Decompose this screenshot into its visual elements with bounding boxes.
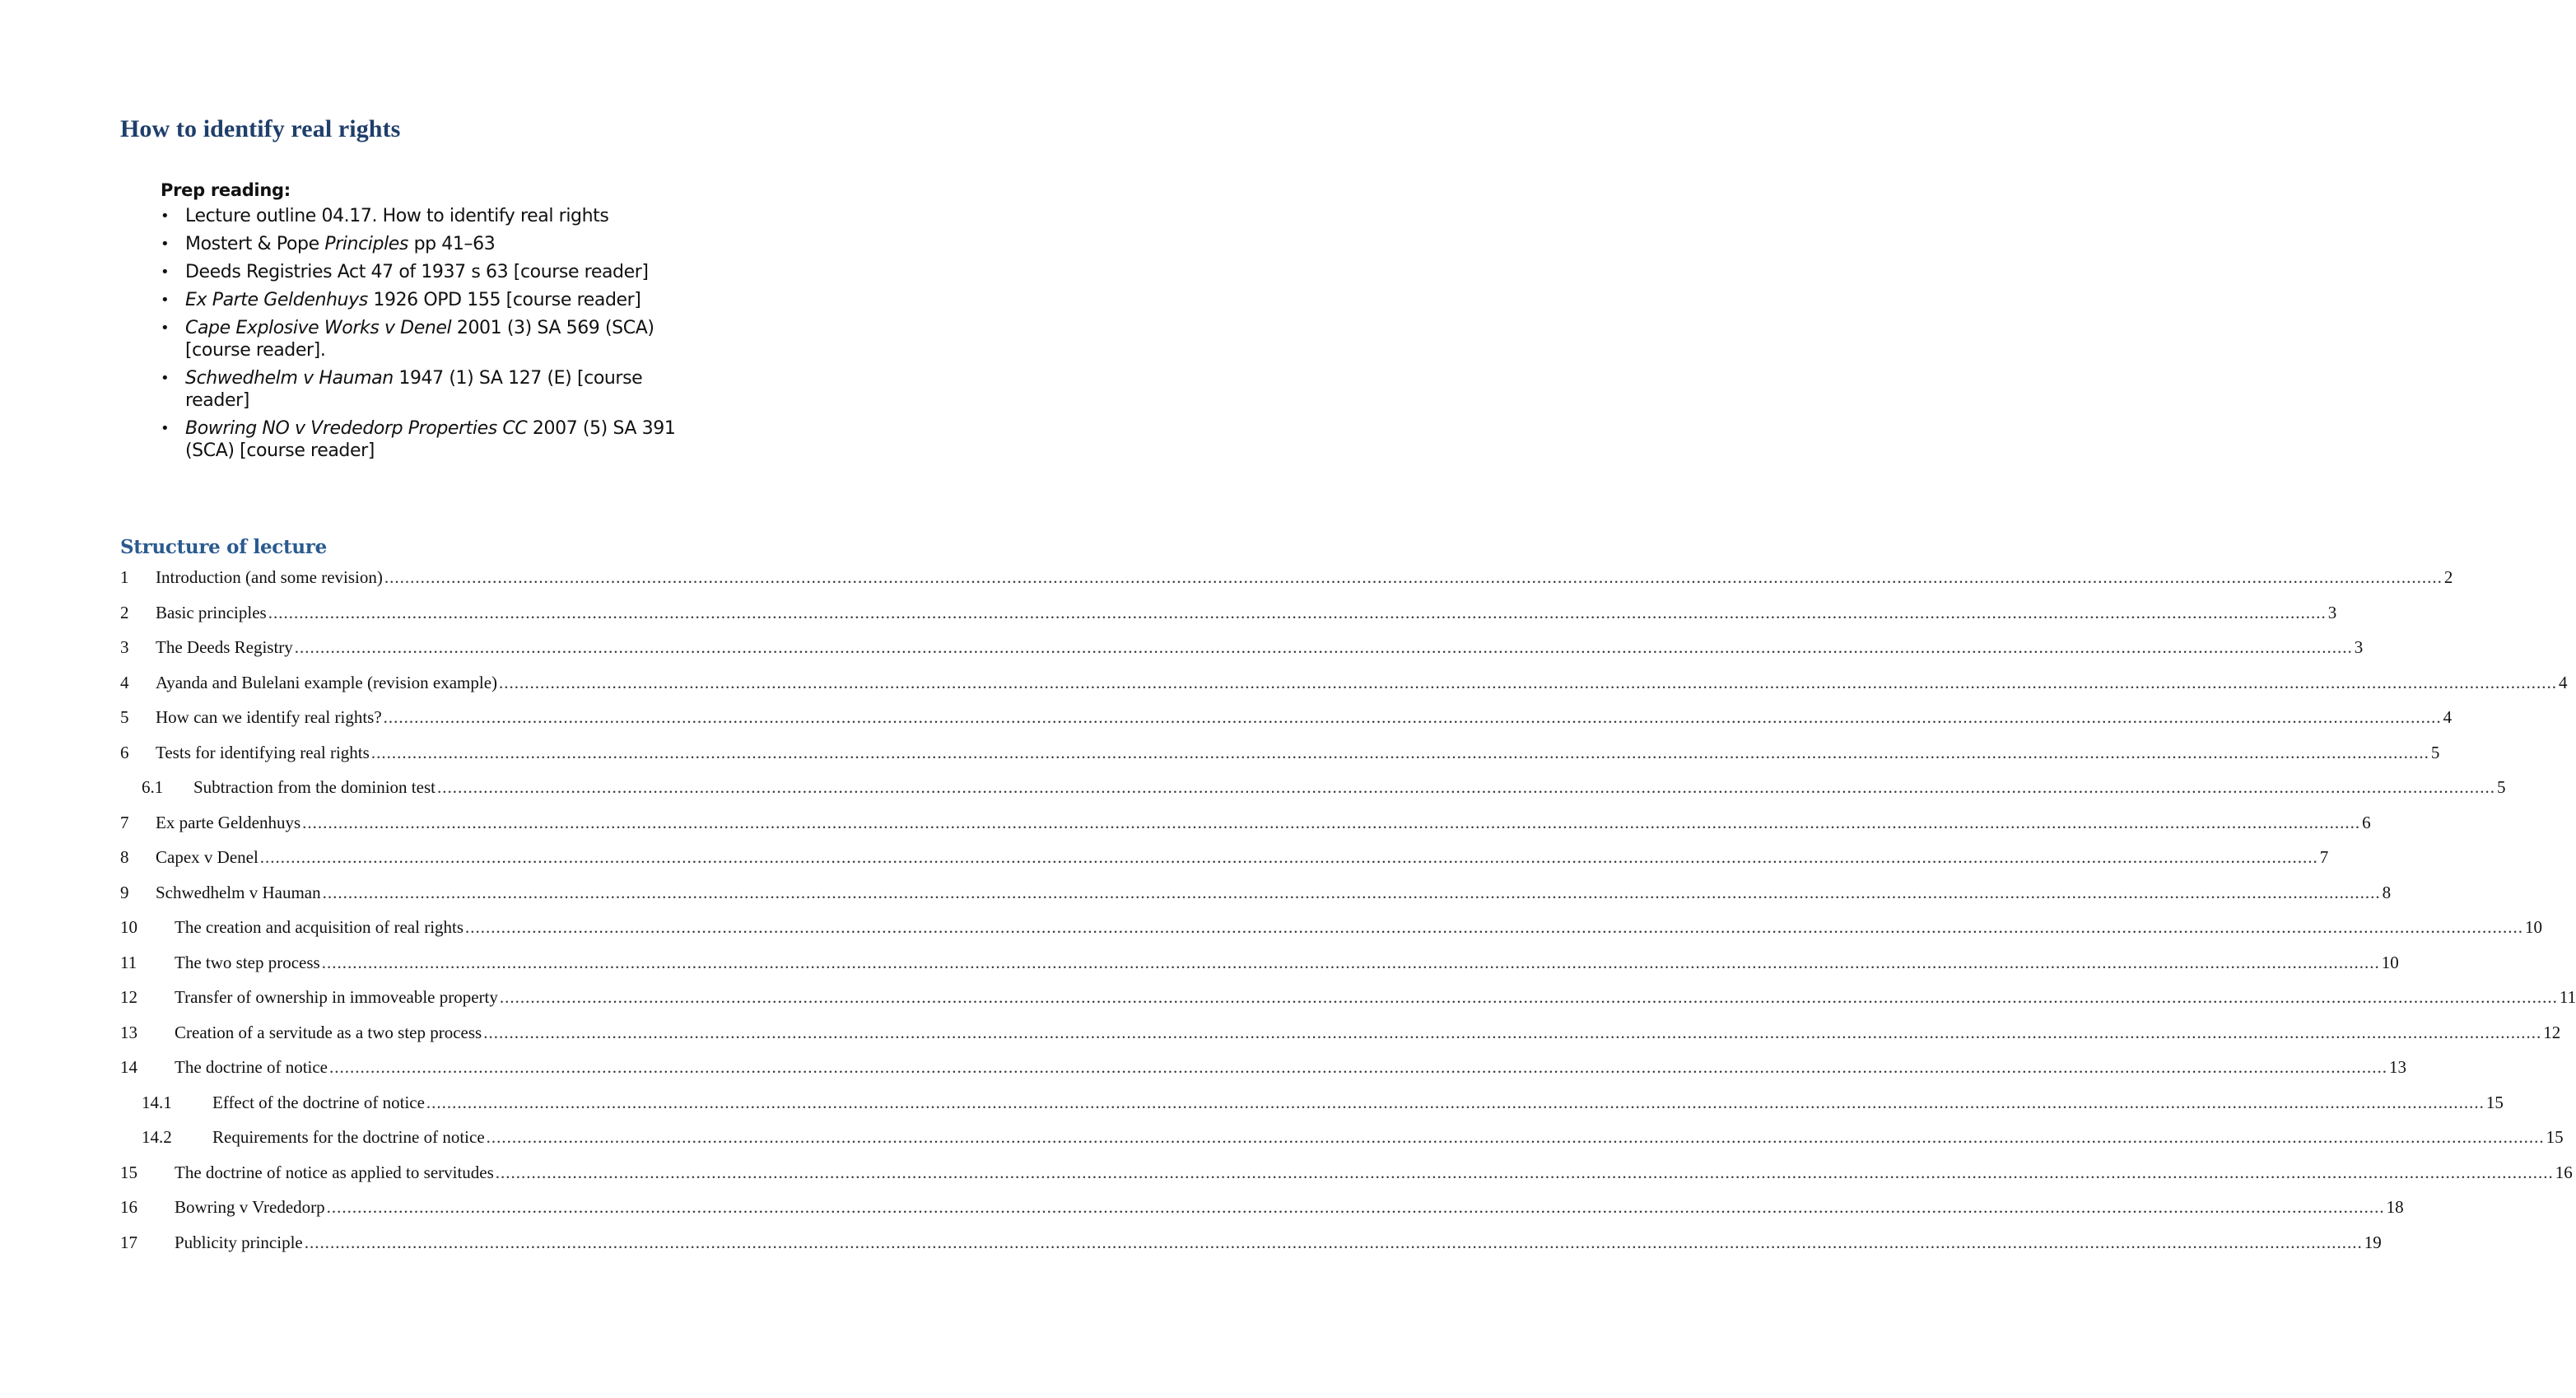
toc-entry[interactable] bbox=[120, 668, 2568, 703]
toc-dot-leader: ................................................................................................................................................................................................................................................................................................................................................................................................................ bbox=[321, 952, 2380, 972]
toc-entry-page: 16 bbox=[2555, 1162, 2573, 1182]
toc-dot-leader: ................................................................................................................................................................................................................................................................................................................................................................................................................ bbox=[370, 742, 2429, 762]
toc-entry-number: 13 bbox=[120, 1022, 137, 1042]
prep-reading-text: 2001 (3) SA 569 (SCA) bbox=[451, 318, 654, 338]
prep-reading-box bbox=[161, 180, 737, 468]
toc-entry[interactable] bbox=[120, 1192, 2404, 1228]
prep-reading-text: Lecture outline 04.17. How to identify real rights bbox=[185, 206, 609, 226]
toc-entry-number: 11 bbox=[120, 952, 137, 972]
toc-entry-label: Effect of the doctrine of notice bbox=[212, 1092, 425, 1112]
toc-entry-number: 9 bbox=[120, 882, 129, 902]
toc-entry-number: 12 bbox=[120, 987, 137, 1007]
prep-reading-item bbox=[161, 289, 737, 311]
toc-entry-number: 5 bbox=[120, 707, 129, 727]
toc-entry-page: 10 bbox=[2525, 917, 2543, 937]
toc-entry-page: 13 bbox=[2389, 1057, 2407, 1077]
prep-reading-text-continued: (SCA) [course reader] bbox=[185, 440, 375, 461]
toc-entry-label: Publicity principle bbox=[175, 1232, 303, 1252]
toc-entry-page: 4 bbox=[2443, 707, 2453, 727]
toc-dot-leader: ................................................................................................................................................................................................................................................................................................................................................................................................................ bbox=[383, 707, 2442, 727]
toc-entry-label: Introduction (and some revision) bbox=[156, 567, 383, 587]
toc-entry-label: Requirements for the doctrine of notice bbox=[212, 1127, 485, 1147]
toc-entry-page: 7 bbox=[2319, 847, 2329, 867]
toc-entry-page: 4 bbox=[2559, 672, 2568, 692]
toc-dot-leader: ................................................................................................................................................................................................................................................................................................................................................................................................................ bbox=[436, 777, 2495, 797]
toc-entry-page: 15 bbox=[2546, 1127, 2564, 1147]
toc-entry-number: 14.1 bbox=[142, 1092, 172, 1112]
toc-dot-leader: ................................................................................................................................................................................................................................................................................................................................................................................................................ bbox=[495, 1162, 2554, 1182]
bullet-icon: • bbox=[161, 319, 170, 337]
bullet-icon: • bbox=[161, 263, 170, 281]
prep-reading-text: Schwedhelm v Hauman bbox=[185, 368, 394, 389]
toc-entry[interactable] bbox=[120, 912, 2543, 948]
toc-entry[interactable] bbox=[120, 1018, 2561, 1053]
document-title: How to identify real rights bbox=[120, 115, 401, 142]
toc-dot-leader: ................................................................................................................................................................................................................................................................................................................................................................................................................ bbox=[499, 987, 2558, 1007]
bullet-icon: • bbox=[161, 420, 170, 437]
toc-entry-label: Basic principles bbox=[156, 602, 267, 622]
toc-entry-page: 5 bbox=[2430, 742, 2440, 762]
toc-dot-leader: ................................................................................................................................................................................................................................................................................................................................................................................................................ bbox=[268, 602, 2327, 622]
toc-entry[interactable] bbox=[120, 1158, 2573, 1193]
toc-entry-number: 1 bbox=[120, 567, 129, 587]
prep-reading-text: pp 41–63 bbox=[408, 234, 496, 254]
prep-reading-text: Mostert & Pope bbox=[185, 234, 325, 254]
toc-entry-page: 15 bbox=[2485, 1092, 2504, 1112]
prep-reading-text: 2007 (5) SA 391 bbox=[527, 418, 676, 439]
prep-reading-text: Principles bbox=[324, 234, 408, 254]
toc-entry-label: Ayanda and Bulelani example (revision example) bbox=[156, 672, 498, 692]
toc-entry-label: The creation and acquisition of real rights bbox=[175, 917, 464, 937]
structure-heading: Structure of lecture bbox=[120, 536, 327, 558]
toc-entry-page: 3 bbox=[2354, 637, 2364, 657]
toc-dot-leader: ................................................................................................................................................................................................................................................................................................................................................................................................................ bbox=[384, 567, 2443, 587]
toc-entry-label: How can we identify real rights? bbox=[156, 707, 382, 727]
toc-entry-number: 6.1 bbox=[142, 777, 164, 797]
toc-entry[interactable] bbox=[120, 598, 2337, 633]
toc-entry-page: 18 bbox=[2386, 1197, 2404, 1217]
toc-entry-label: Transfer of ownership in immoveable property bbox=[175, 987, 498, 1007]
prep-reading-item bbox=[161, 317, 737, 361]
toc-entry-label: The doctrine of notice bbox=[175, 1057, 328, 1077]
bullet-icon: • bbox=[161, 370, 170, 387]
toc-entry[interactable] bbox=[120, 808, 2371, 843]
toc-entry-page: 8 bbox=[2382, 882, 2392, 902]
toc-dot-leader: ................................................................................................................................................................................................................................................................................................................................................................................................................ bbox=[486, 1127, 2545, 1147]
prep-reading-text-continued: reader] bbox=[185, 390, 249, 411]
prep-reading-item bbox=[161, 417, 737, 462]
prep-reading-text-continued: [course reader]. bbox=[185, 340, 326, 361]
toc-dot-leader: ................................................................................................................................................................................................................................................................................................................................................................................................................ bbox=[329, 1057, 2388, 1077]
toc-entry-number: 15 bbox=[120, 1162, 137, 1182]
toc-entry[interactable] bbox=[120, 632, 2364, 668]
toc-entry-label: The doctrine of notice as applied to servitudes bbox=[175, 1162, 494, 1182]
toc-entry-label: Schwedhelm v Hauman bbox=[156, 882, 321, 902]
toc-entry[interactable] bbox=[120, 1088, 2504, 1123]
prep-reading-text: Bowring NO v Vrededorp Properties CC bbox=[185, 418, 528, 439]
prep-reading-text: Ex Parte Geldenhuys bbox=[185, 290, 368, 310]
toc-entry-label: Capex v Denel bbox=[156, 847, 259, 867]
prep-reading-text: Deeds Registries Act 47 of 1937 s 63 [course reader] bbox=[185, 262, 649, 282]
table-of-contents bbox=[120, 562, 2576, 1262]
toc-entry[interactable] bbox=[120, 562, 2453, 598]
toc-entry-number: 17 bbox=[120, 1232, 137, 1252]
toc-dot-leader: ................................................................................................................................................................................................................................................................................................................................................................................................................ bbox=[483, 1022, 2542, 1042]
toc-entry[interactable] bbox=[120, 1122, 2564, 1158]
prep-reading-item bbox=[161, 233, 737, 255]
toc-entry-page: 2 bbox=[2443, 567, 2453, 587]
toc-entry-page: 3 bbox=[2327, 602, 2337, 622]
prep-reading-text: 1947 (1) SA 127 (E) [course bbox=[393, 368, 643, 389]
toc-entry[interactable] bbox=[120, 842, 2329, 878]
toc-entry-label: The two step process bbox=[175, 952, 320, 972]
prep-reading-text: 1926 OPD 155 [course reader] bbox=[367, 290, 641, 310]
prep-reading-item bbox=[161, 261, 737, 283]
toc-entry-number: 10 bbox=[120, 917, 137, 937]
toc-entry-number: 14.2 bbox=[142, 1127, 172, 1147]
toc-dot-leader: ................................................................................................................................................................................................................................................................................................................................................................................................................ bbox=[326, 1197, 2385, 1217]
toc-entry[interactable] bbox=[120, 982, 2576, 1018]
prep-reading-list bbox=[161, 205, 737, 462]
toc-entry-number: 6 bbox=[120, 742, 129, 762]
toc-entry-label: Subtraction from the dominion test bbox=[193, 777, 436, 797]
toc-entry-label: The Deeds Registry bbox=[156, 637, 293, 657]
toc-dot-leader: ................................................................................................................................................................................................................................................................................................................................................................................................................ bbox=[302, 812, 2361, 832]
toc-entry-number: 2 bbox=[120, 602, 129, 622]
toc-entry[interactable] bbox=[120, 738, 2440, 773]
toc-entry-page: 19 bbox=[2364, 1232, 2382, 1252]
toc-entry[interactable] bbox=[120, 1052, 2407, 1088]
toc-entry-number: 7 bbox=[120, 812, 129, 832]
prep-reading-item bbox=[161, 205, 737, 227]
prep-reading-text: Cape Explosive Works v Denel bbox=[185, 318, 452, 338]
toc-dot-leader: ................................................................................................................................................................................................................................................................................................................................................................................................................ bbox=[304, 1232, 2363, 1252]
toc-dot-leader: ................................................................................................................................................................................................................................................................................................................................................................................................................ bbox=[465, 917, 2524, 937]
toc-dot-leader: ................................................................................................................................................................................................................................................................................................................................................................................................................ bbox=[322, 882, 2381, 902]
prep-reading-heading: Prep reading: bbox=[161, 180, 291, 200]
toc-dot-leader: ................................................................................................................................................................................................................................................................................................................................................................................................................ bbox=[426, 1092, 2485, 1112]
toc-entry[interactable] bbox=[120, 1228, 2382, 1263]
toc-dot-leader: ................................................................................................................................................................................................................................................................................................................................................................................................................ bbox=[499, 672, 2558, 692]
toc-entry-page: 5 bbox=[2496, 777, 2506, 797]
toc-entry-number: 14 bbox=[120, 1057, 137, 1077]
toc-entry[interactable] bbox=[120, 948, 2399, 983]
toc-entry-page: 12 bbox=[2543, 1022, 2561, 1042]
toc-entry-number: 3 bbox=[120, 637, 129, 657]
toc-entry-label: Ex parte Geldenhuys bbox=[156, 812, 301, 832]
toc-entry[interactable] bbox=[120, 772, 2506, 808]
toc-entry-label: Tests for identifying real rights bbox=[156, 742, 370, 762]
toc-entry-page: 6 bbox=[2362, 812, 2371, 832]
toc-entry-label: Creation of a servitude as a two step process bbox=[175, 1022, 482, 1042]
toc-dot-leader: ................................................................................................................................................................................................................................................................................................................................................................................................................ bbox=[259, 847, 2318, 867]
toc-entry-label: Bowring v Vrededorp bbox=[175, 1197, 325, 1217]
toc-entry-page: 10 bbox=[2381, 952, 2399, 972]
bullet-icon: • bbox=[161, 207, 170, 225]
toc-dot-leader: ................................................................................................................................................................................................................................................................................................................................................................................................................ bbox=[294, 637, 2353, 657]
toc-entry[interactable] bbox=[120, 702, 2453, 738]
toc-entry-number: 4 bbox=[120, 672, 129, 692]
bullet-icon: • bbox=[161, 291, 170, 309]
bullet-icon: • bbox=[161, 235, 170, 253]
toc-entry[interactable] bbox=[120, 878, 2392, 913]
prep-reading-item bbox=[161, 367, 737, 412]
toc-entry-number: 8 bbox=[120, 847, 129, 867]
toc-entry-page: 11 bbox=[2559, 987, 2576, 1007]
toc-entry-number: 16 bbox=[120, 1197, 137, 1217]
